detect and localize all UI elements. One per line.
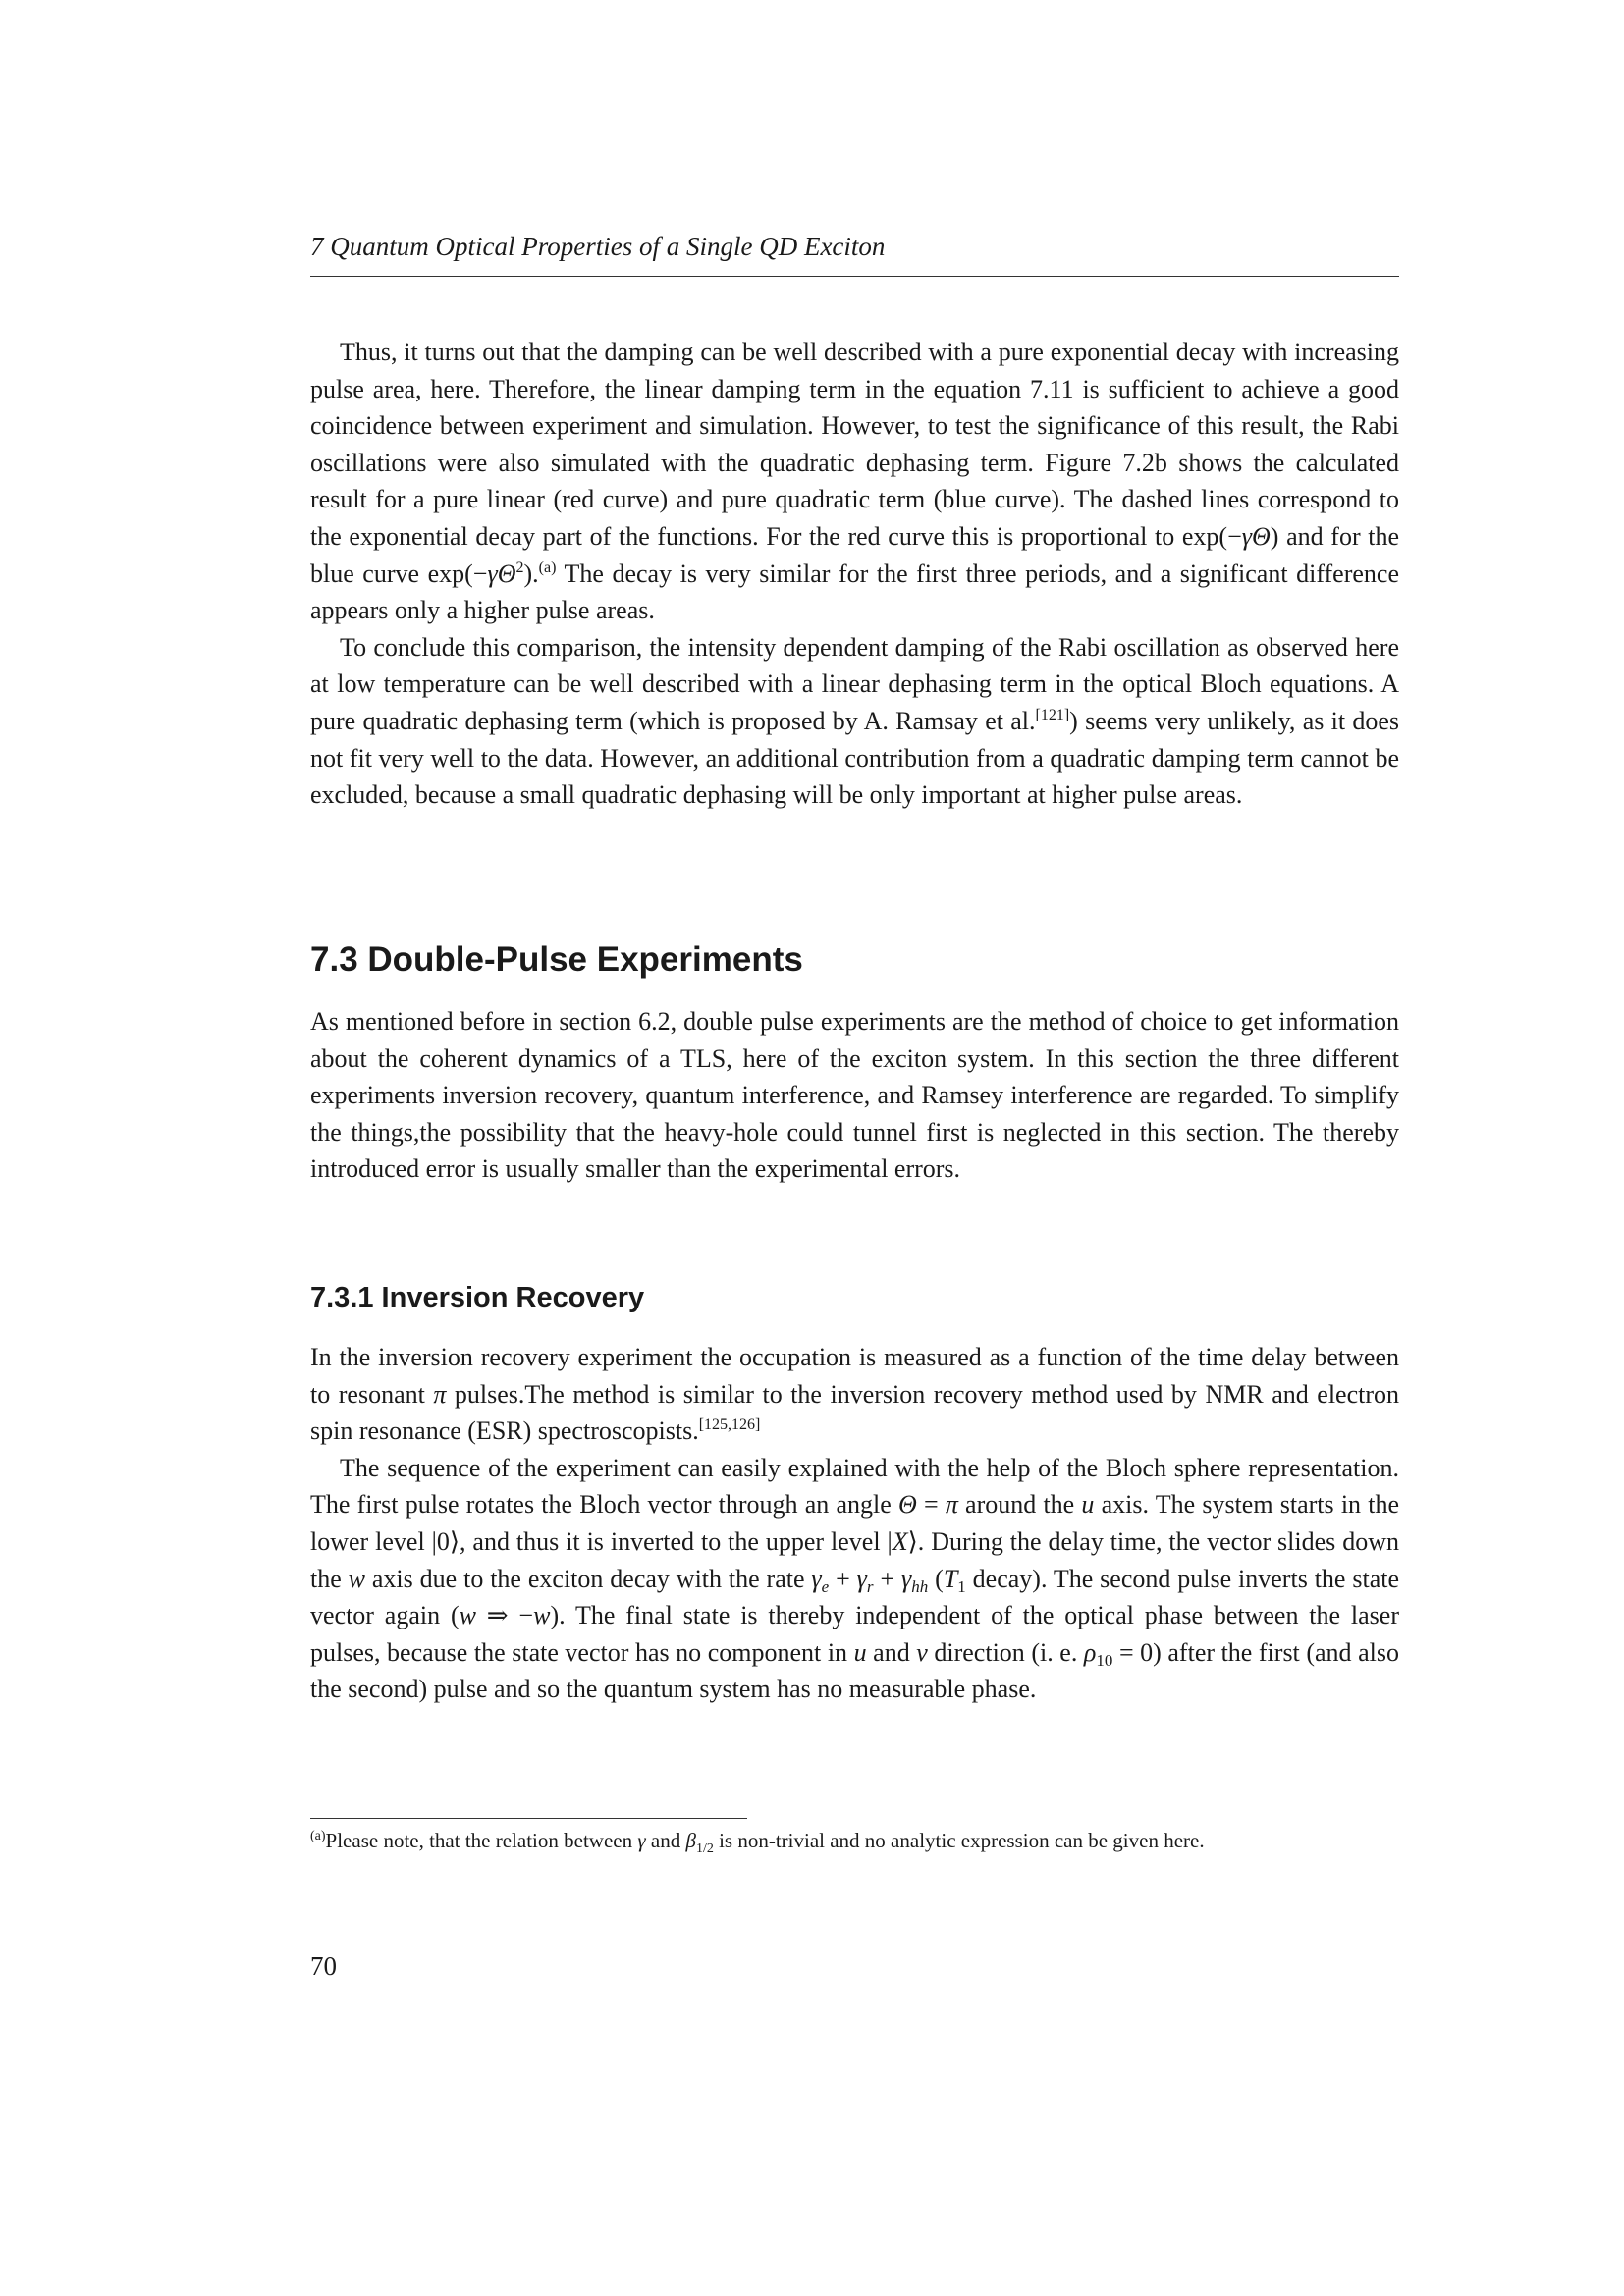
text: ⟩. During the delay time, the vector slides down the xyxy=(310,1526,1399,1593)
math: ρ xyxy=(1083,1637,1097,1667)
text: = xyxy=(916,1490,946,1520)
text: is non-trivial and no analytic expression can be given here. xyxy=(713,1829,1205,1852)
text: axis due to the exciton decay with the rate xyxy=(365,1564,812,1593)
math: w xyxy=(459,1601,476,1630)
math: u xyxy=(1081,1490,1095,1520)
text: + xyxy=(829,1564,857,1593)
text: In the inversion recovery experiment the occupation is measured as a function of the time delay between to resonant xyxy=(310,1343,1399,1409)
citation: [125,126] xyxy=(698,1416,761,1434)
math: π xyxy=(945,1490,958,1520)
math: w xyxy=(348,1564,365,1593)
footnote-marker: (a) xyxy=(538,559,557,576)
math: γ xyxy=(637,1829,646,1852)
paragraph xyxy=(310,334,1399,629)
text: + xyxy=(873,1564,901,1593)
math: Θ xyxy=(897,1490,917,1520)
paragraph xyxy=(310,629,1399,814)
math: T xyxy=(943,1564,958,1593)
math: u xyxy=(853,1637,867,1667)
body-text-top xyxy=(310,334,1399,814)
text: The decay is very similar for the first three periods, and a significant difference appears only a higher pulse areas. xyxy=(310,559,1399,625)
math: w xyxy=(533,1601,551,1630)
text: and xyxy=(866,1637,917,1667)
math-subscript: r xyxy=(866,1576,874,1596)
math-superscript: 2 xyxy=(515,559,524,576)
math-subscript: e xyxy=(821,1576,830,1596)
footnote-marker: (a) xyxy=(310,1829,326,1843)
math: γΘ xyxy=(1241,521,1271,551)
paragraph xyxy=(310,1450,1399,1708)
math: γ xyxy=(901,1564,912,1593)
paragraph: As mentioned before in section 6.2, double pulse experiments are the method of choice to get information about the coherent dynamics of a TLS, here of the exciton system. In this section the three different experiments inversion recovery, quantum interference, and Ramsey interference are regarded. To simplify the things,the possibility that the heavy-hole could tunnel first is neglected in this section. The thereby introduced error is usually smaller than the experimental errors. xyxy=(310,1007,1399,1184)
math-subscript: 1/2 xyxy=(695,1842,714,1856)
text: The sequence of the experiment can easily explained with the help of the Bloch sphere representation. The first pulse rotates the Bloch vector through an angle xyxy=(310,1453,1399,1520)
math: β xyxy=(685,1829,696,1852)
text: ). The final state is thereby independent of the optical phase between the laser pulses, because the state vector has no component in xyxy=(310,1601,1399,1667)
text: = 0) after the first (and also the second) pulse and so the quantum system has no measurable phase. xyxy=(310,1637,1399,1704)
math: γ xyxy=(856,1564,867,1593)
math-subscript: 1 xyxy=(957,1576,966,1596)
body-text-subsection xyxy=(310,1339,1399,1708)
text: ) and for the blue curve exp(− xyxy=(310,521,1400,588)
page-number: 70 xyxy=(310,1951,337,1981)
running-header: 7 Quantum Optical Properties of a Single QD Exciton xyxy=(310,232,886,261)
text: and xyxy=(645,1829,686,1852)
subsection-heading: 7.3.1 Inversion Recovery xyxy=(310,1282,645,1313)
body-text-section xyxy=(310,1003,1399,1188)
text: axis. The system starts in the lower level |0⟩, and thus it is inverted to the upper level | xyxy=(310,1490,1399,1556)
paragraph xyxy=(310,1339,1399,1450)
text: ⇒ − xyxy=(475,1601,534,1630)
math: π xyxy=(433,1379,447,1409)
footnote xyxy=(310,1826,1399,1855)
text: decay). The second pulse inverts the state vector again ( xyxy=(310,1564,1399,1630)
math: X xyxy=(892,1526,908,1556)
math-subscript: hh xyxy=(911,1576,929,1596)
text: ( xyxy=(928,1564,944,1593)
text: ) seems very unlikely, as it does not fit very well to the data. However, an additional contribution from a quadratic damping term cannot be excluded, because a small quadratic dephasing will be only important at higher pulse areas. xyxy=(310,706,1400,810)
text: To conclude this comparison, the intensity dependent damping of the Rabi oscillation as observed here at low temperature can be well described with a linear dephasing term in the optical Bloch equations. A pure quadratic dephasing term (which is proposed by A. Ramsay et al. xyxy=(310,632,1399,735)
header-rule xyxy=(310,276,1399,277)
math: v xyxy=(916,1637,928,1667)
math: γΘ xyxy=(487,559,516,588)
text: Thus, it turns out that the damping can be well described with a pure exponential decay with increasing pulse area, here. Therefore, the linear damping term in the equation 7.11 is sufficient to achieve a good coincidence between experiment and simulation. However, to test the significance of this result, the Rabi oscillations were also simulated with the quadratic dephasing term. Figure 7.2b shows the calculated result for a pure linear (red curve) and pure quadratic term (blue curve). The dashed lines correspond to the exponential decay part of the functions. For the red curve this is proportional to exp(− xyxy=(310,338,1399,551)
math: γ xyxy=(811,1564,822,1593)
text: direction (i. e. xyxy=(927,1637,1084,1667)
text: ). xyxy=(523,559,539,588)
text: Please note, that the relation between xyxy=(325,1829,638,1852)
section-heading: 7.3 Double-Pulse Experiments xyxy=(310,940,803,979)
text: around the xyxy=(957,1490,1082,1520)
math-subscript: 10 xyxy=(1096,1650,1113,1670)
citation: [121] xyxy=(1035,706,1070,723)
text: pulses.The method is similar to the inversion recovery method used by NMR and electron spin resonance (ESR) spectroscopists. xyxy=(310,1379,1400,1446)
footnote-rule xyxy=(310,1818,747,1819)
